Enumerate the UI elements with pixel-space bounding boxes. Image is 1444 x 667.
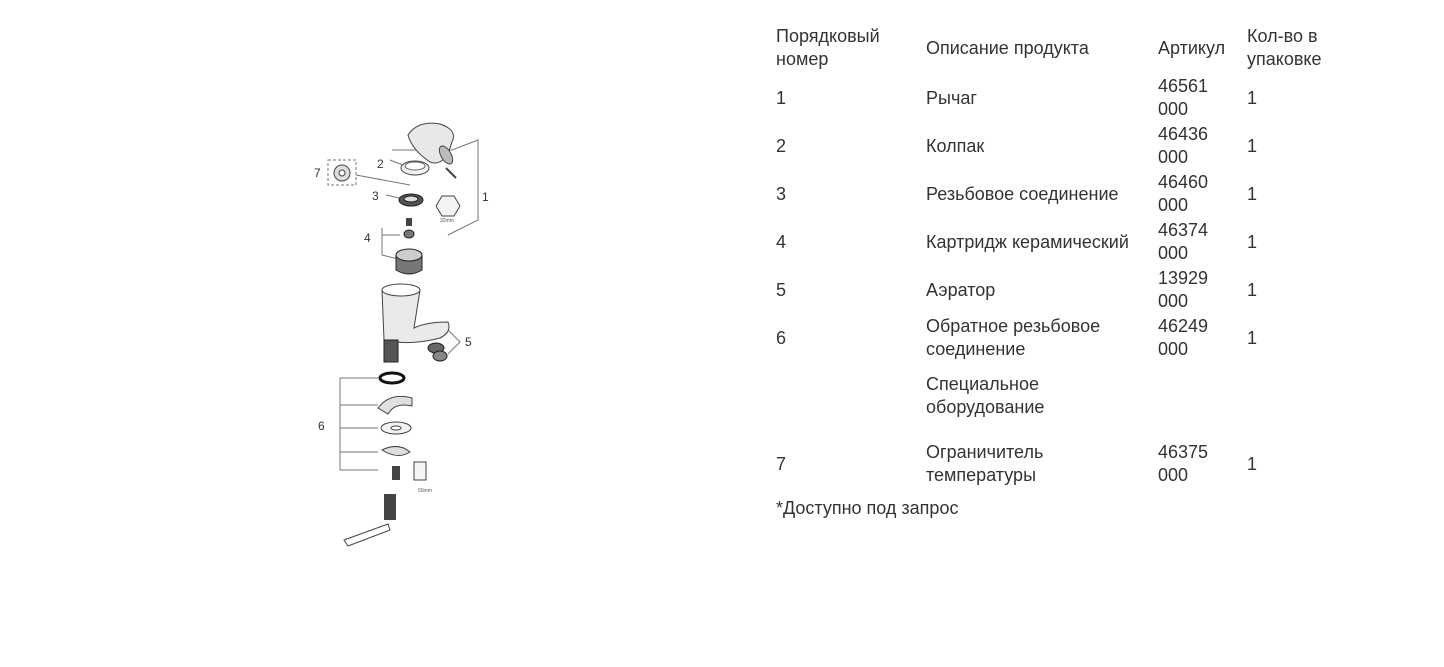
parts-table-body xyxy=(770,74,1353,498)
callout-6: 6 xyxy=(318,419,325,433)
stud-part xyxy=(392,466,400,480)
o-ring-part xyxy=(380,373,404,383)
table-row xyxy=(770,314,1353,362)
row-quantity: 1 xyxy=(1247,453,1258,474)
row-article: 46436 000 xyxy=(1158,124,1209,167)
washer-hole xyxy=(391,426,401,430)
threaded-ring-hole xyxy=(404,196,418,202)
row-quantity: 1 xyxy=(1247,327,1258,348)
row-description: Аэратор xyxy=(926,279,996,300)
row-quantity: 1 xyxy=(1247,183,1258,204)
row-number xyxy=(770,362,920,430)
row-quantity: 1 xyxy=(1247,231,1258,252)
faucet-exploded-view xyxy=(300,110,500,555)
faucet-body-part xyxy=(382,290,449,343)
header-position-number: Порядковый номер xyxy=(776,26,880,69)
connector-part xyxy=(384,494,396,520)
faucet-body-top xyxy=(382,284,420,296)
aerator-insert-part xyxy=(433,351,447,361)
row-description: Ограничитель температуры xyxy=(926,442,1044,485)
row-number: 1 xyxy=(776,87,787,108)
leader-7 xyxy=(356,175,410,185)
cap-top xyxy=(405,162,425,170)
cartridge-top xyxy=(396,249,422,261)
row-article: 13929 000 xyxy=(1158,268,1209,311)
row-number: 4 xyxy=(776,231,787,252)
row-quantity xyxy=(1241,362,1353,430)
table-row xyxy=(770,122,1353,170)
mounting-bracket-part xyxy=(378,396,412,414)
callout-4: 4 xyxy=(364,231,371,245)
row-quantity: 1 xyxy=(1247,135,1258,156)
header-quantity: Кол-во в упаковке xyxy=(1247,26,1322,69)
clip-part xyxy=(382,446,410,455)
header-row xyxy=(770,22,1353,74)
row-article: 46460 000 xyxy=(1158,172,1209,215)
row-description: Рычаг xyxy=(926,87,977,108)
supply-pipe-part xyxy=(384,340,398,362)
header-description: Описание продукта xyxy=(926,37,1089,58)
row-description: Обратное резьбовое соединение xyxy=(926,316,1101,359)
dimension-label-50mm: 50mm xyxy=(418,488,432,494)
row-quantity: 1 xyxy=(1247,279,1258,300)
table-row xyxy=(770,266,1353,314)
row-number: 6 xyxy=(776,327,787,348)
callout-2: 2 xyxy=(377,157,384,171)
hex-tool-part xyxy=(436,196,460,216)
row-description: Картридж керамический xyxy=(926,231,1129,252)
availability-note: *Доступно под запрос xyxy=(776,498,959,518)
row-description: Резьбовое соединение xyxy=(926,183,1119,204)
row-number: 5 xyxy=(776,279,787,300)
row-article xyxy=(1152,362,1241,430)
callout-7: 7 xyxy=(314,166,321,180)
bracket-5 xyxy=(448,330,460,354)
parts-table xyxy=(770,22,1353,498)
parts-table-header xyxy=(770,22,1353,74)
screw-part xyxy=(406,218,412,226)
row-number: 2 xyxy=(776,135,787,156)
hex-nut-part xyxy=(414,462,426,480)
seal-part xyxy=(404,230,414,238)
row-article: 46374 000 xyxy=(1158,220,1209,263)
section-row xyxy=(770,362,1353,430)
section-heading: Специальное оборудование xyxy=(926,374,1045,417)
table-row xyxy=(770,430,1353,498)
row-article: 46375 000 xyxy=(1158,442,1209,485)
table-row xyxy=(770,218,1353,266)
header-article: Артикул xyxy=(1158,37,1226,58)
row-article: 46561 000 xyxy=(1158,76,1209,119)
dimension-label-32mm: 32mm xyxy=(440,218,454,224)
temperature-limiter-hole xyxy=(339,170,345,176)
lever-screw-part xyxy=(446,168,456,178)
callout-5: 5 xyxy=(465,335,472,349)
row-description: Колпак xyxy=(926,135,985,156)
row-article: 46249 000 xyxy=(1158,316,1209,359)
row-number: 7 xyxy=(776,453,787,474)
row-number: 3 xyxy=(776,183,787,204)
limiter-plate-part xyxy=(344,524,390,546)
row-quantity: 1 xyxy=(1247,87,1258,108)
exploded-parts-diagram xyxy=(300,110,500,555)
callout-3: 3 xyxy=(372,189,379,203)
callout-1: 1 xyxy=(482,190,489,204)
table-row xyxy=(770,170,1353,218)
bracket-6 xyxy=(340,378,378,470)
table-row xyxy=(770,74,1353,122)
